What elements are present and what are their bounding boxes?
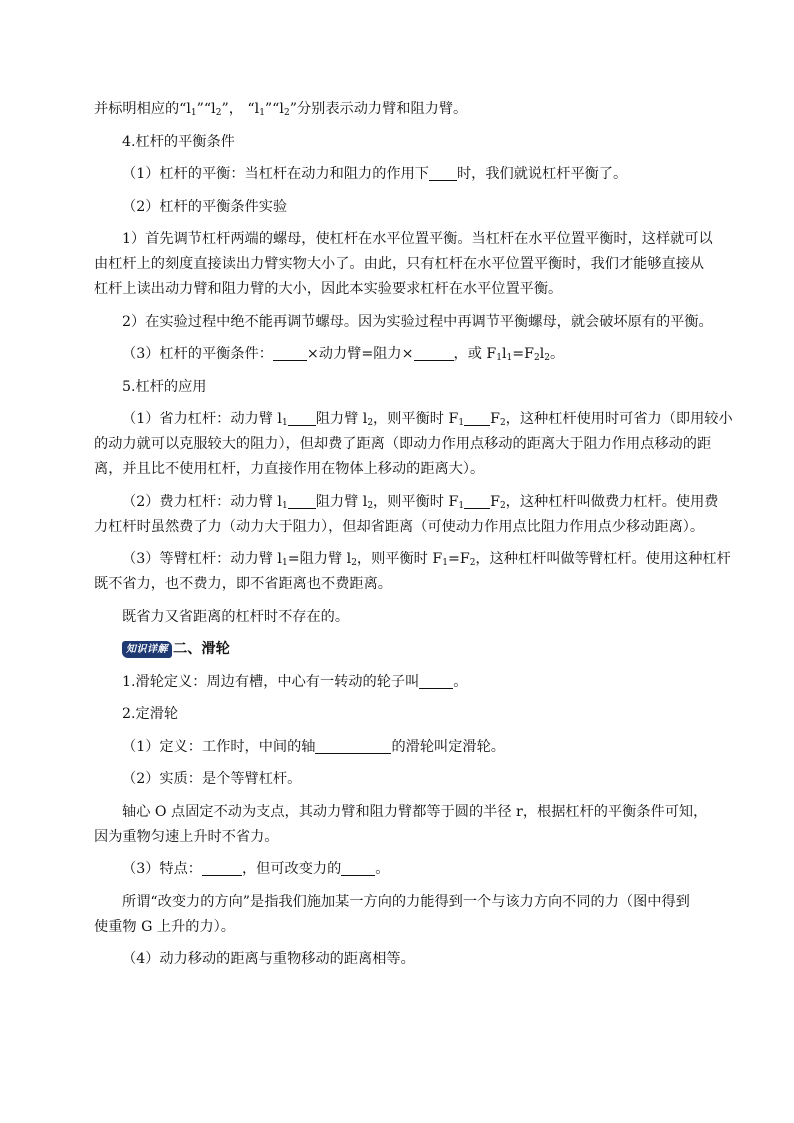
subscript: 2 xyxy=(215,108,222,118)
paragraph-equal-arm-lever xyxy=(94,547,731,597)
section-heading-pulley xyxy=(94,637,702,662)
subscript: 2 xyxy=(469,558,476,568)
paragraph-fixed-pulley-essence: （2）实质：是个等臂杠杆。 xyxy=(122,771,302,787)
text-line: 由杠杆上的刻度直接读出力臂实物大小了。由此，只有杠杆在水平位置平衡时，我们才能够直接从 xyxy=(94,256,705,272)
section-title: 二、滑轮 xyxy=(173,641,230,657)
fill-blank[interactable] xyxy=(288,410,316,426)
text-run: ，则平衡时 F xyxy=(373,493,459,510)
text-run: （1）省力杠杆：动力臂 l xyxy=(122,411,282,427)
fill-blank[interactable] xyxy=(464,410,490,426)
fill-blank[interactable] xyxy=(273,345,307,361)
text-run: 。 xyxy=(453,673,468,690)
subscript: 2 xyxy=(367,500,374,511)
text-run: =F xyxy=(512,346,534,362)
paragraph-force-saving-lever xyxy=(94,407,733,482)
text-run: ，这种杠杆叫做费力杠杆。使用费 xyxy=(505,493,719,510)
text-line: 因为重物匀速上升时不省力。 xyxy=(94,828,279,845)
subscript: 1 xyxy=(442,558,448,568)
subscript: 1 xyxy=(458,500,465,511)
text-run: l xyxy=(539,346,545,362)
text-line: 使重物 G 上升的力）。 xyxy=(94,918,235,935)
text-run: l xyxy=(501,346,507,362)
text-line xyxy=(94,407,733,432)
fill-blank[interactable] xyxy=(202,860,242,876)
subscript: 1 xyxy=(281,500,288,511)
subscript: 1 xyxy=(458,418,465,428)
text-line: 既不省力，也不费力，即不省距离也不费距离。 xyxy=(94,576,392,592)
subscript: 1 xyxy=(281,558,288,568)
paragraph-force-costing-lever xyxy=(94,490,719,540)
paragraph-no-perfect-lever: 既省力又省距离的杠杆时不存在的。 xyxy=(122,608,350,625)
heading-lever-balance: 4.杠杆的平衡条件 xyxy=(122,133,235,150)
text-run: ”分别表示动力臂和阻力臂。 xyxy=(289,101,468,117)
heading-balance-experiment: （2）杠杆的平衡条件实验 xyxy=(122,198,288,215)
text-run: （1）定义：工作时，中间的轴 xyxy=(122,738,316,755)
subscript: 2 xyxy=(544,353,551,363)
fill-blank[interactable] xyxy=(288,493,316,509)
subscript: 1 xyxy=(190,108,197,118)
text-run: （3）杠杆的平衡条件： xyxy=(122,346,273,362)
paragraph-balance-definition xyxy=(94,162,702,187)
text-run: ，但可改变力的 xyxy=(241,861,342,877)
paragraph-equal-distance: （4）动力移动的距离与重物移动的距离相等。 xyxy=(122,951,415,967)
text-run: 。 xyxy=(550,346,565,362)
text-run: （2）费力杠杆：动力臂 l xyxy=(122,493,282,510)
paragraph-adjust-nuts xyxy=(94,227,713,302)
heading-lever-applications: 5.杠杆的应用 xyxy=(122,378,207,395)
fill-blank[interactable] xyxy=(341,860,375,876)
fill-blank[interactable] xyxy=(315,738,391,754)
document-content xyxy=(94,97,733,980)
text-run: （1）杠杆的平衡：当杠杆在动力和阻力的作用下 xyxy=(122,166,429,182)
fill-blank[interactable] xyxy=(464,493,490,509)
heading-fixed-pulley: 2.定滑轮 xyxy=(122,706,179,722)
text-run: =F xyxy=(447,551,470,567)
paragraph-no-readjust: 2）在实验过程中绝不能再调节螺母。因为实验过程中再调节平衡螺母，就会破坏原有的平衡。 xyxy=(122,313,713,330)
subscript: 1 xyxy=(259,108,265,118)
text-line: 1）首先调节杠杆两端的螺母，使杠杆在水平位置平衡。当杠杆在水平位置平衡时，这样就可以 xyxy=(122,231,713,247)
paragraph-arm-labels xyxy=(94,97,702,122)
text-run: ”“l xyxy=(196,101,216,117)
subscript: 2 xyxy=(499,500,506,511)
text-run: ，这种杠杆使用时可省力（即用较小 xyxy=(505,411,733,427)
text-run: ”， “l xyxy=(221,101,260,117)
text-run: （3）等臂杠杆：动力臂 l xyxy=(122,551,282,567)
subscript: 1 xyxy=(281,418,288,428)
subscript: 2 xyxy=(367,418,374,428)
text-run: ，或 F xyxy=(453,346,497,362)
text-run: ，则平衡时 F xyxy=(373,411,459,427)
text-run: F xyxy=(490,493,500,510)
subscript: 2 xyxy=(283,108,290,118)
knowledge-detail-badge: 知识详解 xyxy=(122,641,172,658)
paragraph-balance-condition xyxy=(94,342,702,367)
subscript: 1 xyxy=(506,353,513,363)
subscript: 2 xyxy=(534,353,540,363)
text-line xyxy=(94,547,731,572)
paragraph-fixed-pulley-features xyxy=(94,857,702,882)
text-line: 离，并且比不使用杠杆，力直接作用在物体上移动的距离大）。 xyxy=(94,461,485,477)
text-line: 的动力就可以克服较大的阻力），但却费了距离（即动力作用点移动的距离大于阻力作用点移动的距 xyxy=(94,436,712,452)
text-run: （3）特点： xyxy=(122,861,202,877)
text-line xyxy=(94,490,719,515)
text-run: ×动力臂=阻力× xyxy=(306,346,414,362)
paragraph-fixed-pulley-definition xyxy=(94,735,702,760)
text-run: 1.滑轮定义：周边有槽，中心有一转动的轮子叫 xyxy=(122,673,420,690)
text-line: 所谓“改变力的方向”是指我们施加某一方向的力能得到一个与该力方向不同的力（图中得到 xyxy=(122,893,690,910)
text-run: 。 xyxy=(375,861,390,877)
text-run: =阻力臂 l xyxy=(287,551,352,567)
text-run: ”“l xyxy=(264,101,284,117)
text-line: 力杠杆时虽然费了力（动力大于阻力），但却省距离（可使动力作用点比阻力作用点少移动距离）。 xyxy=(94,518,705,535)
text-run: F xyxy=(490,411,500,427)
text-run: 并标明相应的“l xyxy=(94,101,191,117)
text-run: 阻力臂 l xyxy=(315,493,368,510)
subscript: 2 xyxy=(351,558,357,568)
subscript: 2 xyxy=(499,418,506,428)
fill-blank[interactable] xyxy=(414,345,454,361)
text-run: 的滑轮叫定滑轮。 xyxy=(391,738,505,755)
fill-blank[interactable] xyxy=(419,673,453,689)
paragraph-pulley-definition xyxy=(94,670,702,695)
paragraph-change-direction xyxy=(94,890,702,940)
text-run: 时，我们就说杠杆平衡了。 xyxy=(456,166,628,182)
text-line: 轴心 O 点固定不动为支点，其动力臂和阻力臂都等于圆的半径 r，根据杠杆的平衡条件可知， xyxy=(122,803,708,820)
text-line: 杠杆上读出动力臂和阻力臂的大小，因此本实验要求杠杆在水平位置平衡。 xyxy=(94,281,563,297)
subscript: 1 xyxy=(496,353,502,363)
paragraph-fixed-pulley-explanation xyxy=(94,800,708,850)
text-run: ，则平衡时 F xyxy=(356,551,443,567)
text-run: 阻力臂 l xyxy=(315,411,368,427)
fill-blank[interactable] xyxy=(429,165,457,181)
text-run: ，这种杠杆叫做等臂杠杆。使用这种杠杆 xyxy=(475,551,731,567)
